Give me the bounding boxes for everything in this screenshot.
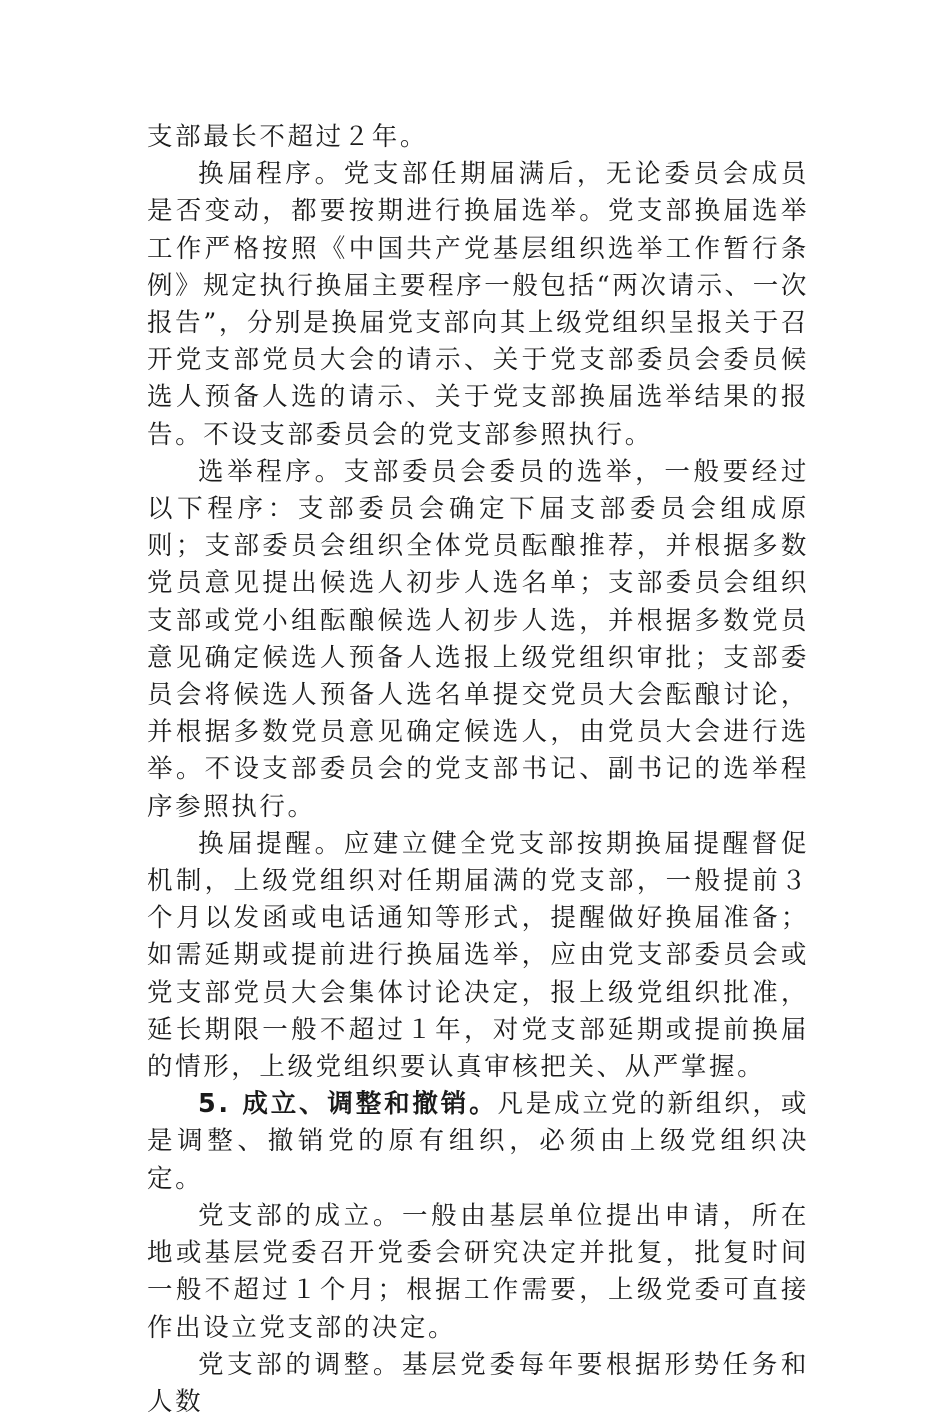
paragraph-renewal-procedure: 换届程序。党支部任期届满后，无论委员会成员是否变动，都要按期进行换届选举。党支部换届选举工作严格按照《中国共产党基层组织选举工作暂行条例》规定执行换届主要程序一般包括“两次请示、一次报告”，分别是换届党支部向其上级党组织呈报关于召开党支部党员大会的请示、关于党支部委员会委员候选人预备人选的请示、关于党支部换届选举结果的报告。不设支部委员会的党支部参照执行。 <box>147 159 809 450</box>
paragraph-term-limit: 支部最长不超过２年。 <box>147 122 429 152</box>
section-heading-body: 凡是成立党的新组织，或是调整、撤销党的原有组织，必须由上级党组织决定。 <box>147 1089 809 1194</box>
section-heading: 5. 成立、调整和撤销。 <box>198 1089 498 1120</box>
paragraph-establish-adjust-revoke <box>147 1086 809 1198</box>
paragraph-election-procedure: 选举程序。支部委员会委员的选举，一般要经过以下程序：支部委员会确定下届支部委员会组成原则；支部委员会组织全体党员酝酿推荐，并根据多数党员意见提出候选人初步人选名单；支部委员会组织支部或党小组酝酿候选人初步人选，并根据多数党员意见确定候选人预备人选报上级党组织审批；支部委员会将候选人预备人选名单提交党员大会酝酿讨论，并根据多数党员意见确定候选人，由党员大会进行选举。不设支部委员会的党支部书记、副书记的选举程序参照执行。 <box>147 456 809 822</box>
document-body <box>147 119 809 1421</box>
paragraph-renewal-reminder: 换届提醒。应建立健全党支部按期换届提醒督促机制，上级党组织对任期届满的党支部，一般提前３个月以发函或电话通知等形式，提醒做好换届准备；如需延期或提前进行换届选举，应由党支部委员会或党支部党员大会集体讨论决定，报上级党组织批准，延长期限一般不超过１年，对党支部延期或提前换届的情形，上级党组织要认真审核把关、从严掌握。 <box>147 828 809 1083</box>
paragraph-branch-adjustment: 党支部的调整。基层党委每年要根据形势任务和人数 <box>147 1349 809 1417</box>
paragraph-branch-establishment: 党支部的成立。一般由基层单位提出申请，所在地或基层党委召开党委会研究决定并批复，批复时间一般不超过１个月；根据工作需要，上级党委可直接作出设立党支部的决定。 <box>147 1200 809 1343</box>
